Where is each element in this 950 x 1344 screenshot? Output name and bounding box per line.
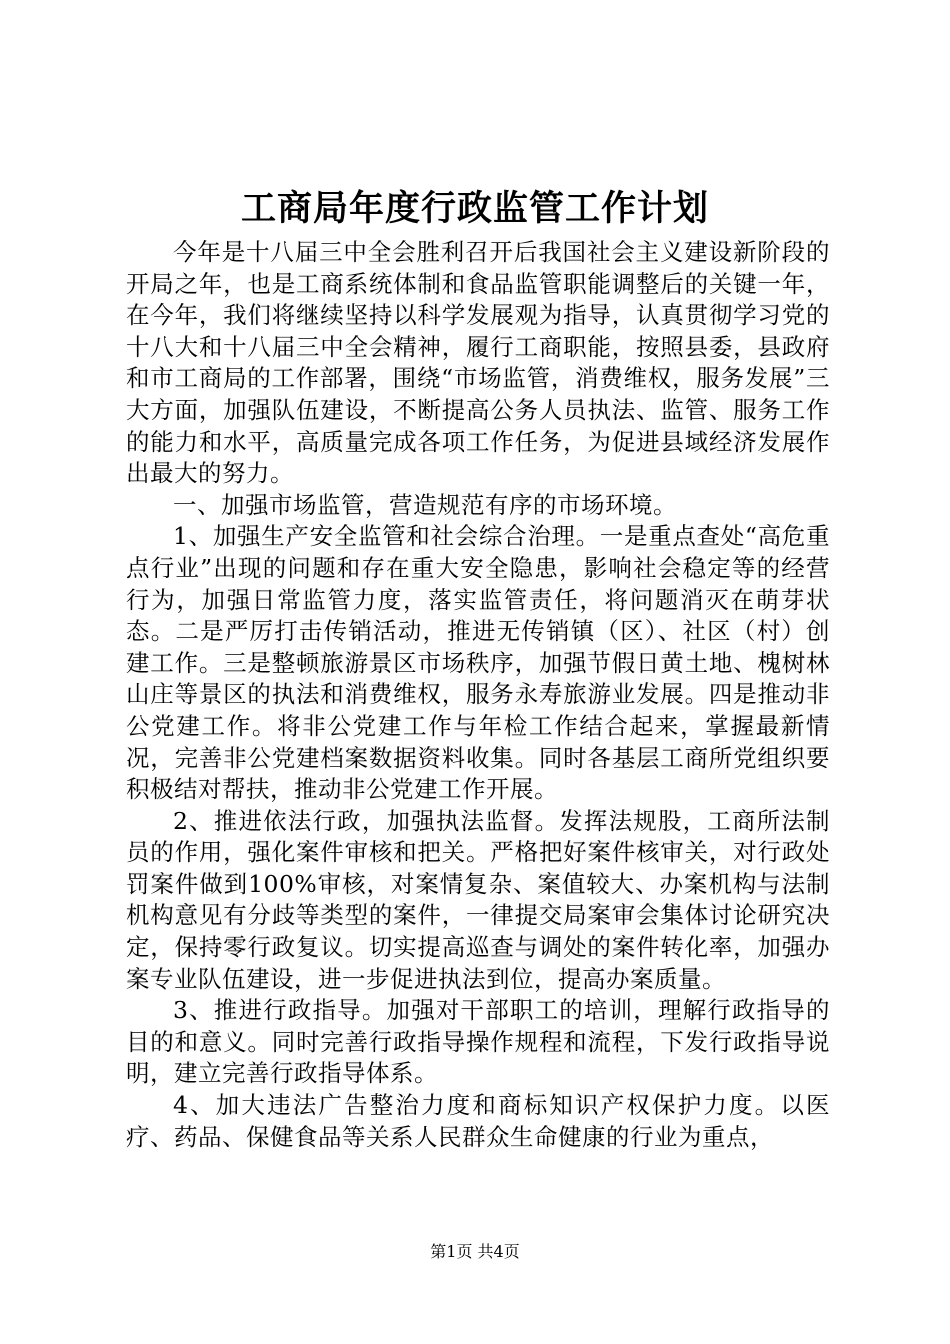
document-body xyxy=(126,237,830,1153)
document-title: 工商局年度行政监管工作计划 xyxy=(240,188,709,229)
page-footer: 第1页 共4页 xyxy=(430,1242,520,1261)
paragraph-item-4: 4、加大违法广告整治力度和商标知识产权保护力度。以医疗、药品、保健食品等关系人民群众生命健康的行业为重点， xyxy=(126,1091,830,1151)
paragraph-intro: 今年是十八届三中全会胜利召开后我国社会主义建设新阶段的开局之年，也是工商系统体制和食品监管职能调整后的关键一年，在今年，我们将继续坚持以科学发展观为指导，认真贯彻学习党的十八大和十八届三中全会精神，履行工商职能，按照县委，县政府和市工商局的工作部署，围绕“市场监管，消费维权，服务发展”三大方面，加强队伍建设，不断提高公务人员执法、监管、服务工作的能力和水平，高质量完成各项工作任务，为促进县域经济发展作出最大的努力。 xyxy=(126,238,830,488)
paragraph-item-2: 2、推进依法行政，加强执法监督。发挥法规股，工商所法制员的作用，强化案件审核和把关。严格把好案件核审关，对行政处罚案件做到100%审核，对案情复杂、案值较大、办案机构与法制机构意见有分歧等类型的案件，一律提交局案审会集体讨论研究决定，保持零行政复议。切实提高巡查与调处的案件转化率，加强办案专业队伍建设，进一步促进执法到位，提高办案质量。 xyxy=(126,806,830,993)
paragraph-item-1: 1、加强生产安全监管和社会综合治理。一是重点查处“高危重点行业”出现的问题和存在重大安全隐患，影响社会稳定等的经营行为，加强日常监管力度，落实监管责任，将问题消灭在萌芽状态。二是严厉打击传销活动，推进无传销镇（区）、社区（村）创建工作。三是整顿旅游景区市场秩序，加强节假日黄土地、槐树林山庄等景区的执法和消费维权，服务永寿旅游业发展。四是推动非公党建工作。将非公党建工作与年检工作结合起来，掌握最新情况，完善非公党建档案数据资料收集。同时各基层工商所党组织要积极结对帮扶，推动非公党建工作开展。 xyxy=(126,522,830,804)
section-heading-1: 一、加强市场监管，营造规范有序的市场环境。 xyxy=(173,490,677,519)
paragraph-item-3: 3、推进行政指导。加强对干部职工的培训，理解行政指导的目的和意义。同时完善行政指导操作规程和流程，下发行政指导说明，建立完善行政指导体系。 xyxy=(126,996,830,1088)
